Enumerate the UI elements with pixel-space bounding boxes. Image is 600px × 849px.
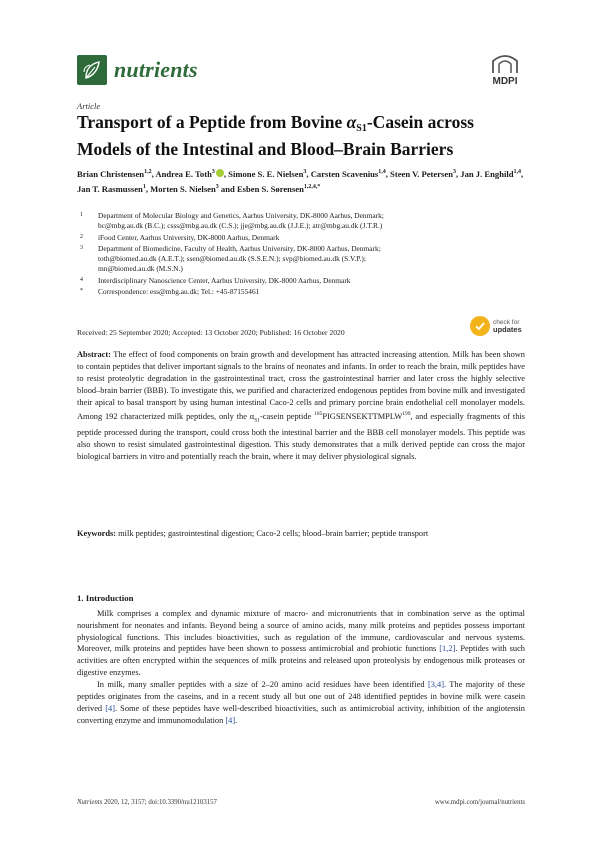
author-affiliation-ref: 3	[215, 183, 219, 190]
orcid-icon[interactable]	[216, 169, 224, 177]
article-type: Article	[77, 101, 101, 111]
author-affiliation-ref: 1,4	[378, 169, 386, 175]
affiliation-line: Correspondence: ess@mbg.au.dk; Tel.: +45-87155461	[98, 287, 260, 297]
affiliation-number: 2	[80, 233, 83, 240]
affiliation-line: toth@biomed.au.dk (A.E.T.); ssen@biomed.au.dk (S.S.E.N.); svp@biomed.au.dk (S.V.P.);	[98, 254, 366, 264]
affiliation-line: Department of Biomedicine, Faculty of Health, Aarhus University, DK-8000 Aarhus, Denmark;	[98, 243, 381, 253]
check-icon	[470, 316, 490, 336]
title-alpha: α	[346, 112, 357, 132]
author-name: Jan T. Rasmussen	[77, 183, 143, 194]
affiliation-item	[77, 233, 527, 243]
author-affiliation-ref: 3	[452, 169, 456, 175]
abstract-peptide: PIGSENSEKTTMPLW	[322, 411, 403, 421]
journal-logo	[77, 55, 198, 85]
affiliation-item	[77, 287, 527, 297]
citation-link[interactable]: [4]	[225, 715, 236, 725]
abstract-alpha-sub: S1	[254, 417, 261, 423]
author-affiliation-ref: 1,2,4,*	[303, 183, 321, 190]
author-affiliation-ref: 1,4	[513, 169, 522, 175]
introduction-body	[77, 608, 525, 727]
journal-header	[77, 53, 525, 89]
author-affiliation-ref: 3	[211, 169, 215, 175]
affiliation-item	[77, 211, 527, 232]
affiliation-line: bc@mbg.au.dk (B.C.); csss@mbg.au.dk (C.S.); jje@mbg.au.dk (J.J.E.); atr@mbg.au.dk (J.T.R.)	[98, 221, 383, 231]
title-alpha-sub: S1	[356, 123, 367, 134]
abstract-peptide-end: 199	[402, 410, 411, 417]
intro-p1-text-a: Milk comprises a complex and dynamic mixture of macro- and micronutrients that in combination serve as the optimal nourishment for neonates and infants. Beyond being a source of amino acids, many milk proteins and peptides possess important physiological functions. This includes bioactivities, such as regulation of the immune, cardiovascular and nervous systems. Moreover, milk proteins and peptides have been shown to possess antimicrobial and probiotic functions	[77, 609, 525, 654]
author-name: Jan J. Enghild	[460, 168, 514, 179]
affiliation-number: 3	[80, 244, 83, 251]
affiliation-item	[77, 276, 527, 286]
author-name: Simone S. E. Nielsen	[228, 168, 304, 179]
affiliation-number: 4	[80, 276, 83, 283]
intro-p2-text-b: . The majority of these peptides originates from the caseins, and in a recent study all but one out of 248 identified peptides in bovine milk were casein derived	[77, 680, 525, 713]
keywords-label: Keywords:	[77, 529, 117, 538]
author-affiliation-ref: 1,2	[144, 169, 152, 175]
affiliation-line: Interdisciplinary Nanoscience Center, Aarhus University, DK-8000 Aarhus, Denmark	[98, 275, 351, 285]
publisher-name: MDPI	[492, 76, 518, 87]
author-name: Esben S. Sørensen	[236, 183, 304, 194]
keywords	[77, 528, 525, 540]
intro-paragraph-2	[77, 679, 525, 726]
publisher-logo	[485, 53, 525, 87]
abstract-text-2: -casein peptide	[260, 411, 315, 421]
citation-link[interactable]: [1,2]	[439, 644, 456, 654]
author-name: Andrea E. Toth	[155, 168, 212, 179]
check-for-updates-badge[interactable]	[470, 316, 522, 336]
affiliation-line: iFood Center, Aarhus University, DK-8000 Aarhus, Denmark	[98, 232, 280, 242]
intro-p2-text-a: In milk, many smaller peptides with a size of 2–20 amino acid residues have been identified	[97, 680, 428, 690]
affiliation-number: 1	[80, 212, 83, 218]
footer-url[interactable]: www.mdpi.com/journal/nutrients	[434, 799, 525, 806]
section-heading-introduction: 1. Introduction	[77, 593, 134, 603]
author-name: Steen V. Petersen	[390, 168, 453, 179]
leaf-icon	[77, 55, 107, 85]
author-list: Brian Christensen$^{1,2}$, Andrea E. Toth$^3$ , Simone S. E. Nielsen$^3$, Carsten Scavenius$^{1,4}$, Steen V. Petersen$^3$, Jan J. Enghild$^{1,4}$, Jan T. Rasmussen$^1$, Morten S. Nielsen$^3$ and Esben S. Sørensen$^{1,2,4,*}$	[77, 168, 524, 194]
keywords-text: milk peptides; gastrointestinal digestion; Caco-2 cells; blood–brain barrier; peptide transport	[116, 529, 429, 538]
title-part2: -Casein across Models of the Intestinal and Blood–Brain Barriers	[77, 112, 474, 159]
footer-citation-text: 2020, 12, 3157; doi:10.3390/nu12103157	[102, 799, 217, 806]
check-updates-line2: updates	[493, 324, 522, 334]
footer-journal: Nutrients	[77, 799, 103, 806]
intro-p2-text-d: .	[235, 715, 238, 725]
affiliation-item	[77, 244, 527, 275]
check-for-updates-text	[493, 319, 522, 334]
affiliations	[77, 211, 527, 297]
abstract-label: Abstract:	[77, 350, 111, 359]
author-name: Brian Christensen	[77, 168, 145, 179]
affiliation-line: mn@biomed.au.dk (M.S.N.)	[98, 264, 183, 274]
affiliation-line: Department of Molecular Biology and Genetics, Aarhus University, DK-8000 Aarhus, Denmark;	[98, 211, 384, 220]
author-affiliation-ref: 3	[303, 169, 307, 175]
abstract	[77, 349, 525, 463]
affiliation-number: *	[80, 288, 83, 295]
publisher-emblem-icon	[485, 53, 525, 75]
intro-p2-text-c: . Some of these peptides have well-described bioactivities, such as antimicrobial activity, inhibition of the angiotensin converting enzyme and immunomodulation	[77, 703, 525, 725]
intro-p1-text-b: . Peptides with such activities are often encrypted within the sequences of milk proteins and released upon proteolysis by endogenous milk proteases or digestive enzymes.	[77, 644, 525, 677]
citation-link[interactable]: [4]	[105, 703, 115, 713]
paper-title	[77, 112, 527, 159]
abstract-peptide-start: 185	[314, 410, 323, 417]
journal-name: nutrients	[114, 57, 198, 82]
abstract-text-1: The effect of food components on brain growth and development has attracted increasing attention. Milk has been shown to contain peptides that deliver important signals to the brains of neonates and infants. In order to reach the brain, milk peptides have to resist proteolytic degradation in the gastrointestinal tract, cross the gastrointestinal barrier and later cross the highly selective blood–brain barrier (BBB). To investigate this, we purified and characterized endogenous peptides from bovine milk and investigated their apical to basal transport by using human intestinal Caco-2 cells and primary porcine brain endothelial cell monolayer models. Among 192 characterized milk peptides, only the α	[77, 350, 525, 421]
author-name: Morten S. Nielsen	[150, 183, 216, 194]
author-affiliation-ref: 1	[142, 183, 146, 190]
title-part1: Transport of a Peptide from Bovine	[77, 112, 347, 132]
check-updates-line1: check for	[493, 318, 520, 326]
citation-link[interactable]: [3,4]	[427, 680, 444, 690]
footer-citation	[77, 799, 217, 806]
author-name: Carsten Scavenius	[310, 168, 379, 179]
publication-dates: Received: 25 September 2020; Accepted: 13 October 2020; Published: 16 October 2020	[77, 328, 345, 337]
page-footer	[77, 799, 525, 806]
author-and: and	[220, 183, 235, 194]
intro-paragraph-1	[77, 608, 525, 679]
abstract-text-3: , and especially fragments of this peptide processed during the transport, could cross both the intestinal barrier and the BBB cell monolayer models. This peptide was also shown to resist simulated gastrointestinal digestion. This study demonstrates that a milk derived peptide can cross the major biological barriers in vitro and potentially reach the brain, where it may deliver physiological signals.	[77, 411, 526, 461]
